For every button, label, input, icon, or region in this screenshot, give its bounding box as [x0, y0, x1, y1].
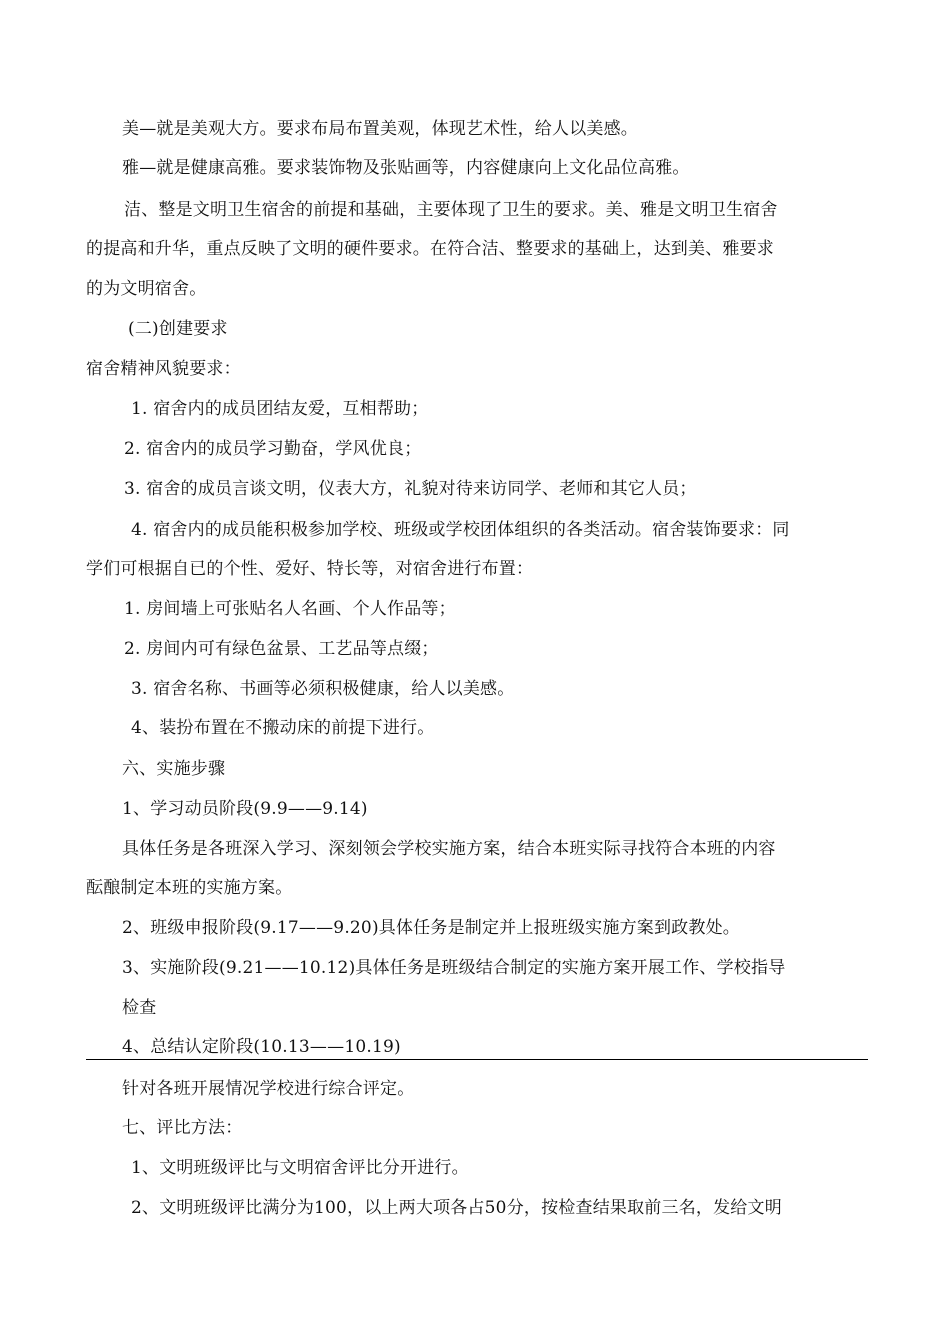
section-heading-implementation-steps: 六、实施步骤	[122, 759, 226, 779]
step-heading: 1、学习动员阶段(9.9——9.14)	[122, 799, 368, 819]
list-item: 1. 房间墙上可张贴名人名画、个人作品等；	[124, 599, 456, 619]
list-item: 2、文明班级评比满分为100，以上两大项各占50分，按检查结果取前三名，发给文明	[131, 1198, 782, 1218]
step-continuation: 检查	[122, 998, 157, 1018]
list-item: 1、文明班级评比与文明宿舍评比分开进行。	[131, 1158, 469, 1178]
paragraph-evaluation: 针对各班开展情况学校进行综合评定。	[122, 1079, 415, 1099]
section-heading-create-requirements: (二)创建要求	[128, 319, 228, 339]
list-item: 3. 宿舍名称、书画等必须积极健康，给人以美感。	[131, 679, 515, 699]
paragraph-summary-line-2: 的提高和升华，重点反映了文明的硬件要求。在符合洁、整要求的基础上，达到美、雅要求	[86, 239, 774, 259]
list-item: 3. 宿舍的成员言谈文明，仪表大方，礼貌对待来访同学、老师和其它人员；	[124, 479, 697, 499]
paragraph-summary-line-3: 的为文明宿舍。	[86, 279, 207, 299]
step-heading: 4、总结认定阶段(10.13——10.19)	[122, 1037, 401, 1057]
subheading-spirit-requirements: 宿舍精神风貌要求：	[86, 359, 241, 379]
list-item: 4. 宿舍内的成员能积极参加学校、班级或学校团体组织的各类活动。宿舍装饰要求：同	[131, 520, 790, 540]
list-item: 4、装扮布置在不搬动床的前提下进行。	[131, 718, 435, 738]
list-item: 2. 宿舍内的成员学习勤奋，学风优良；	[124, 439, 422, 459]
paragraph-ya: 雅—就是健康高雅。要求装饰物及张贴画等，内容健康向上文化品位高雅。	[122, 158, 690, 178]
list-item: 1. 宿舍内的成员团结友爱，互相帮助；	[131, 399, 429, 419]
paragraph-summary-line-1: 洁、整是文明卫生宿舍的前提和基础，主要体现了卫生的要求。美、雅是文明卫生宿舍	[124, 200, 778, 220]
paragraph-mei: 美—就是美观大方。要求布局布置美观，体现艺术性，给人以美感。	[122, 119, 638, 139]
section-heading-evaluation-method: 七、评比方法：	[122, 1118, 243, 1138]
step-description-line-1: 具体任务是各班深入学习、深刻领会学校实施方案，结合本班实际寻找符合本班的内容	[122, 839, 776, 859]
horizontal-divider	[86, 1059, 868, 1060]
list-item-continuation: 学们可根据自已的个性、爱好、特长等，对宿舍进行布置：	[86, 559, 534, 579]
step-heading: 2、班级申报阶段(9.17——9.20)具体任务是制定并上报班级实施方案到政教处。	[122, 918, 740, 938]
step-description-line-2: 酝酿制定本班的实施方案。	[86, 878, 293, 898]
list-item: 2. 房间内可有绿色盆景、工艺品等点缀；	[124, 639, 439, 659]
step-heading: 3、实施阶段(9.21——10.12)具体任务是班级结合制定的实施方案开展工作、学校指导	[122, 958, 786, 978]
